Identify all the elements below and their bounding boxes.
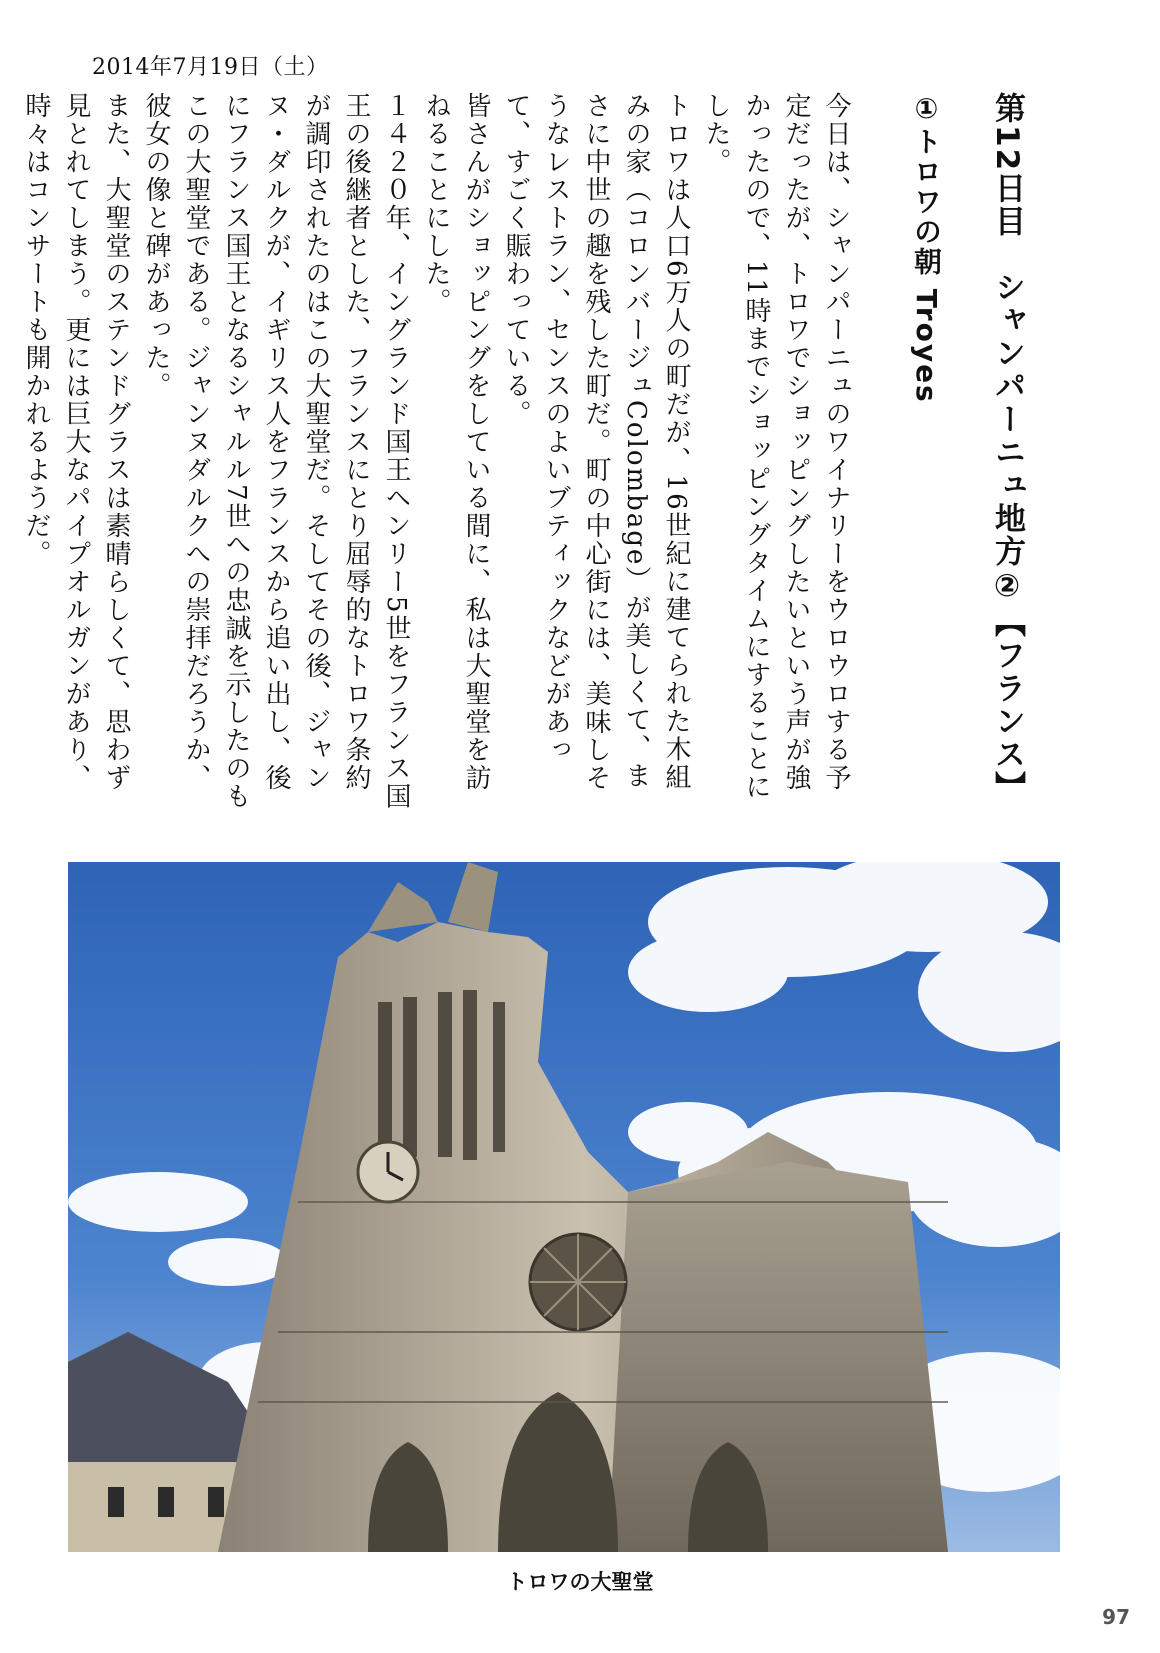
paragraph: トロワは人口6万人の町だが、16世紀に建てられた木組みの家（コロンバージュColombage）が美しくて、まさに中世の趣を残した町だ。町の中心街には、美味しそうなレストラン、センスのよいブティックなどがあって、すごく賑わっている。 — [501, 92, 691, 792]
photo-caption: トロワの大聖堂 — [506, 1570, 654, 1594]
body-text — [16, 92, 856, 812]
cathedral-illustration — [68, 862, 1060, 1552]
paragraph: １４２０年、イングランド国王ヘンリー5世をフランス国王の後継者とした、フランスにとり屈辱的なトロワ条約が調印されたのはこの大聖堂だ。そしてその後、ジャンヌ・ダルクが、イギリス人をフランスから追い出し、後にフランス国王となるシャルル7世への忠誠を示したのもこの大聖堂である。ジャンヌダルクへの崇拝だろうか、彼女の像と碑があった。 — [141, 92, 411, 811]
cathedral-photo — [68, 862, 1060, 1552]
vertical-text-area — [21, 92, 1030, 812]
paragraph: 今日は、シャンパーニュのワイナリーをウロウロする予定だったが、トロワでショッピングしたいという声が強かったので、11時までショッピングタイムにすることにした。 — [701, 92, 851, 802]
chapter-title: 第12日目 シャンパーニュ地方②【フランス】 — [989, 92, 1025, 805]
section-heading: ①トロワの朝 Troyes — [910, 92, 943, 404]
page-number: 97 — [1102, 1605, 1130, 1629]
paragraph: また、大聖堂のステンドグラスは素晴らしくて、思わず見とれてしまう。更には巨大なパイプオルガンがあり、時々はコンサートも開かれるようだ。 — [21, 92, 131, 792]
page-date: 2014年7月19日（土） — [92, 55, 329, 80]
paragraph: 皆さんがショッピングをしている間に、私は大聖堂を訪ねることにした。 — [421, 92, 491, 792]
